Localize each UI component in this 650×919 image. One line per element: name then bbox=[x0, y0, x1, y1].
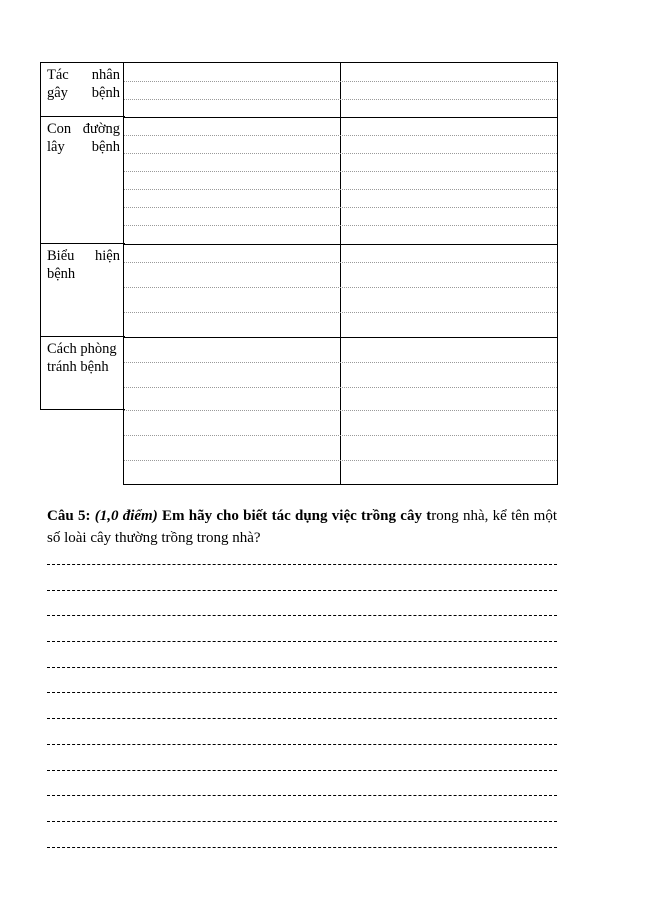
grid-row-border bbox=[124, 337, 557, 338]
dashed-rule bbox=[47, 615, 557, 616]
answer-line[interactable] bbox=[47, 787, 557, 813]
label-tac-nhan-gay-benh: Tác nhân gây bệnh bbox=[41, 62, 125, 116]
answer-line[interactable] bbox=[47, 684, 557, 710]
grid-dotted-line bbox=[124, 410, 557, 411]
answer-line[interactable] bbox=[47, 556, 557, 582]
grid-dotted-line bbox=[124, 435, 557, 436]
dashed-rule bbox=[47, 821, 557, 822]
grid-dotted-line bbox=[124, 460, 557, 461]
dashed-rule bbox=[47, 795, 557, 796]
grid-dotted-line bbox=[124, 171, 557, 172]
grid-row-border bbox=[124, 117, 557, 118]
question-5 bbox=[47, 505, 557, 549]
dashed-rule bbox=[47, 667, 557, 668]
grid-dotted-line bbox=[124, 287, 557, 288]
grid-dotted-line bbox=[124, 189, 557, 190]
answer-grid[interactable] bbox=[123, 62, 558, 485]
grid-dotted-line bbox=[124, 81, 557, 82]
answer-line[interactable] bbox=[47, 633, 557, 659]
question-points: (1,0 điểm) bbox=[94, 508, 158, 524]
grid-dotted-line bbox=[124, 99, 557, 100]
dashed-rule bbox=[47, 847, 557, 848]
grid-dotted-line bbox=[124, 135, 557, 136]
answer-line[interactable] bbox=[47, 762, 557, 788]
grid-column-divider bbox=[340, 63, 341, 484]
grid-dotted-line bbox=[124, 207, 557, 208]
dashed-rule bbox=[47, 770, 557, 771]
label-con-duong-lay-benh: Con đường lây bệnh bbox=[41, 116, 125, 243]
dashed-rule bbox=[47, 718, 557, 719]
grid-dotted-line bbox=[124, 153, 557, 154]
label-bieu-hien-benh: Biểu hiện bệnh bbox=[41, 243, 125, 336]
grid-dotted-line bbox=[124, 225, 557, 226]
answer-line[interactable] bbox=[47, 607, 557, 633]
answer-lines[interactable] bbox=[47, 556, 557, 864]
answer-line[interactable] bbox=[47, 736, 557, 762]
answer-line[interactable] bbox=[47, 659, 557, 685]
question-bold-text: Em hãy cho biết tác dụng việc trồng cây t bbox=[162, 508, 432, 524]
answer-line[interactable] bbox=[47, 839, 557, 865]
label-cach-phong-tranh-benh: Cách phòng tránh bệnh bbox=[41, 336, 125, 410]
question-normal-text: rong nhà, kể tên một số loài cây thường trồng trong nhà? bbox=[47, 508, 558, 546]
dashed-rule bbox=[47, 641, 557, 642]
dashed-rule bbox=[47, 590, 557, 591]
grid-dotted-line bbox=[124, 387, 557, 388]
grid-dotted-line bbox=[124, 312, 557, 313]
dashed-rule bbox=[47, 692, 557, 693]
dashed-rule bbox=[47, 564, 557, 565]
grid-row-border bbox=[124, 244, 557, 245]
table-label-column bbox=[40, 62, 125, 410]
label-column-bottom-border bbox=[41, 409, 125, 410]
grid-dotted-line bbox=[124, 262, 557, 263]
dashed-rule bbox=[47, 744, 557, 745]
answer-line[interactable] bbox=[47, 813, 557, 839]
question-number: Câu 5: bbox=[47, 508, 91, 524]
grid-dotted-line bbox=[124, 362, 557, 363]
answer-line[interactable] bbox=[47, 710, 557, 736]
answer-line[interactable] bbox=[47, 582, 557, 608]
